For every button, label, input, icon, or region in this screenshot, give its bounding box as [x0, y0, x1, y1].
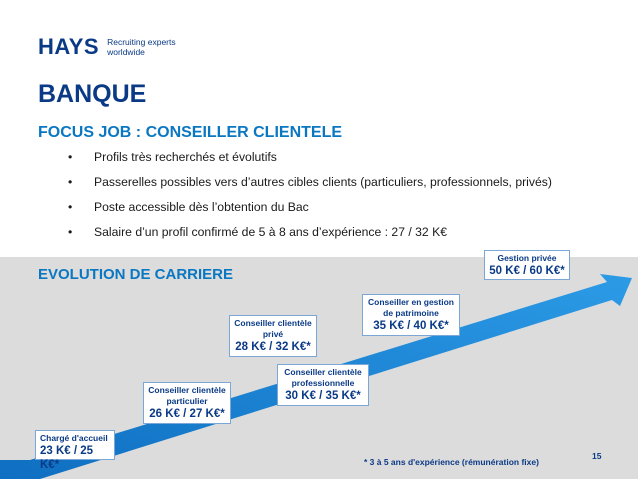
- slide-title: BANQUE: [38, 80, 147, 108]
- step-role: Conseiller clientèle: [148, 385, 226, 395]
- evolution-title: EVOLUTION DE CARRIERE: [38, 266, 234, 283]
- step-salary: 50 K€ / 60 K€*: [489, 265, 565, 277]
- career-step-5: [362, 294, 460, 336]
- logo-tagline-line-1: Recruiting experts: [107, 37, 176, 47]
- career-step-4: [277, 364, 369, 406]
- bullet-icon: •: [68, 150, 73, 164]
- step-salary: 28 K€ / 32 K€*: [235, 341, 311, 353]
- step-role: Conseiller en gestion: [368, 297, 454, 307]
- step-salary: 26 K€ / 27 K€*: [149, 408, 225, 420]
- logo-tagline-line-2: worldwide: [107, 47, 145, 57]
- step-salary: 35 K€ / 40 K€*: [373, 320, 449, 332]
- career-step-2: [143, 382, 231, 424]
- bullet-icon: •: [68, 225, 73, 239]
- step-role: Chargé d'accueil: [40, 433, 108, 443]
- bullet-text: Salaire d’un profil confirmé de 5 à 8 ans d’expérience : 27 / 32 K€: [94, 225, 447, 239]
- step-role-line-2: professionnelle: [291, 378, 355, 388]
- step-role-line-2: de patrimoine: [383, 308, 439, 318]
- career-step-6: [484, 250, 570, 280]
- page-number: 15: [592, 451, 602, 461]
- step-salary: 30 K€ / 35 K€*: [285, 390, 361, 402]
- bullet-text: Passerelles possibles vers d’autres cibles clients (particuliers, professionnels, privés): [94, 175, 552, 189]
- step-role-line-2: privé: [262, 329, 284, 339]
- bullet-icon: •: [68, 200, 73, 214]
- career-step-1: [35, 430, 115, 471]
- step-role: Conseiller clientèle: [284, 367, 362, 377]
- slide-subtitle: FOCUS JOB : CONSEILLER CLIENTELE: [38, 124, 343, 141]
- career-step-3: [229, 315, 317, 357]
- logo-wordmark: HAYS: [38, 34, 100, 59]
- step-role: Gestion privée: [497, 253, 557, 263]
- step-salary: 23 K€ / 25 K€*: [40, 445, 94, 471]
- bullet-icon: •: [68, 175, 73, 189]
- step-role: Conseiller clientèle: [234, 318, 312, 328]
- step-role-line-2: particulier: [166, 396, 208, 406]
- bullet-text: Poste accessible dès l’obtention du Bac: [94, 200, 309, 214]
- bullet-text: Profils très recherchés et évolutifs: [94, 150, 277, 164]
- footnote: * 3 à 5 ans d'expérience (rémunération fixe): [364, 457, 539, 467]
